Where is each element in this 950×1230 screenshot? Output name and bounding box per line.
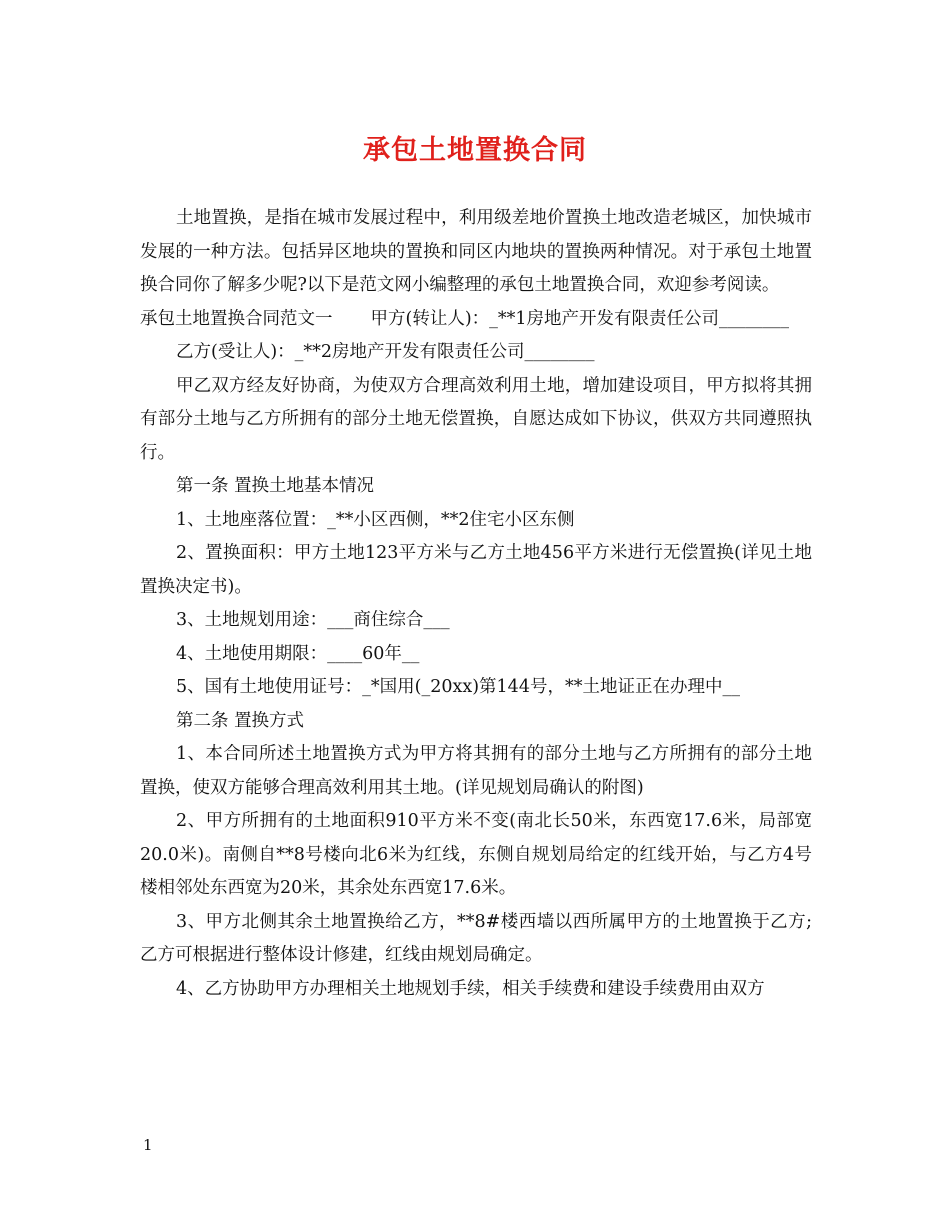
document-body bbox=[140, 202, 812, 1006]
article1-item-3: 3、土地规划用途：___商住综合___ bbox=[176, 610, 450, 630]
sample-heading-line bbox=[140, 303, 812, 337]
article2-item-3: 3、甲方北侧其余土地置换给乙方，**8#楼西墙以西所属甲方的土地置换于乙方;乙方可根据进行整体设计修建，红线由规划局确定。 bbox=[140, 911, 812, 965]
article2-item-1: 1、本合同所述土地置换方式为甲方将其拥有的部分土地与乙方所拥有的部分土地置换，使双方能够合理高效利用其土地。(详见规划局确认的附图) bbox=[140, 744, 812, 798]
agreement-paragraph: 甲乙双方经友好协商，为使双方合理高效利用土地，增加建设项目，甲方拟将其拥有部分土地与乙方所拥有的部分土地无偿置换，自愿达成如下协议，供双方共同遵照执行。 bbox=[140, 375, 812, 463]
article1-item-5: 5、国有土地使用证号：_*国用(_20xx)第144号，**土地证正在办理中__ bbox=[176, 677, 740, 697]
intro-paragraph: 土地置换，是指在城市发展过程中，利用级差地价置换土地改造老城区，加快城市发展的一种方法。包括异区地块的置换和同区内地块的置换两种情况。对于承包土地置换合同你了解多少呢?以下是范文网小编整理的承包土地置换合同，欢迎参考阅读。 bbox=[140, 208, 812, 295]
party-b-line: 乙方(受让人)：_**2房地产开发有限责任公司________ bbox=[176, 342, 595, 362]
article1-item-1: 1、土地座落位置：_**小区西侧，**2住宅小区东侧 bbox=[176, 509, 575, 530]
sample-heading: 承包土地置换合同范文一 bbox=[140, 308, 333, 329]
party-a-line: 甲方(转让人)：_**1房地产开发有限责任公司________ bbox=[370, 308, 790, 329]
page-number: 1 bbox=[143, 1136, 153, 1154]
article2-item-4: 4、乙方协助甲方办理相关土地规划手续，相关手续费和建设手续费用由双方 bbox=[176, 978, 765, 999]
article1-item-2: 2、置换面积：甲方土地123平方米与乙方土地456平方米进行无偿置换(详见土地置换决定书)。 bbox=[140, 543, 812, 597]
article2-item-2: 2、甲方所拥有的土地面积910平方米不变(南北长50米，东西宽17.6米，局部宽20.0米)。南侧自**8号楼向北6米为红线，东侧自规划局给定的红线开始，与乙方4号楼相邻处东西宽为20米，其余处东西宽17.6米。 bbox=[140, 811, 812, 898]
document-title: 承包土地置换合同 bbox=[363, 135, 587, 166]
article1-item-4: 4、土地使用期限：____60年__ bbox=[176, 643, 420, 664]
article2-heading: 第二条 置换方式 bbox=[176, 710, 305, 731]
article1-heading: 第一条 置换土地基本情况 bbox=[176, 476, 375, 496]
